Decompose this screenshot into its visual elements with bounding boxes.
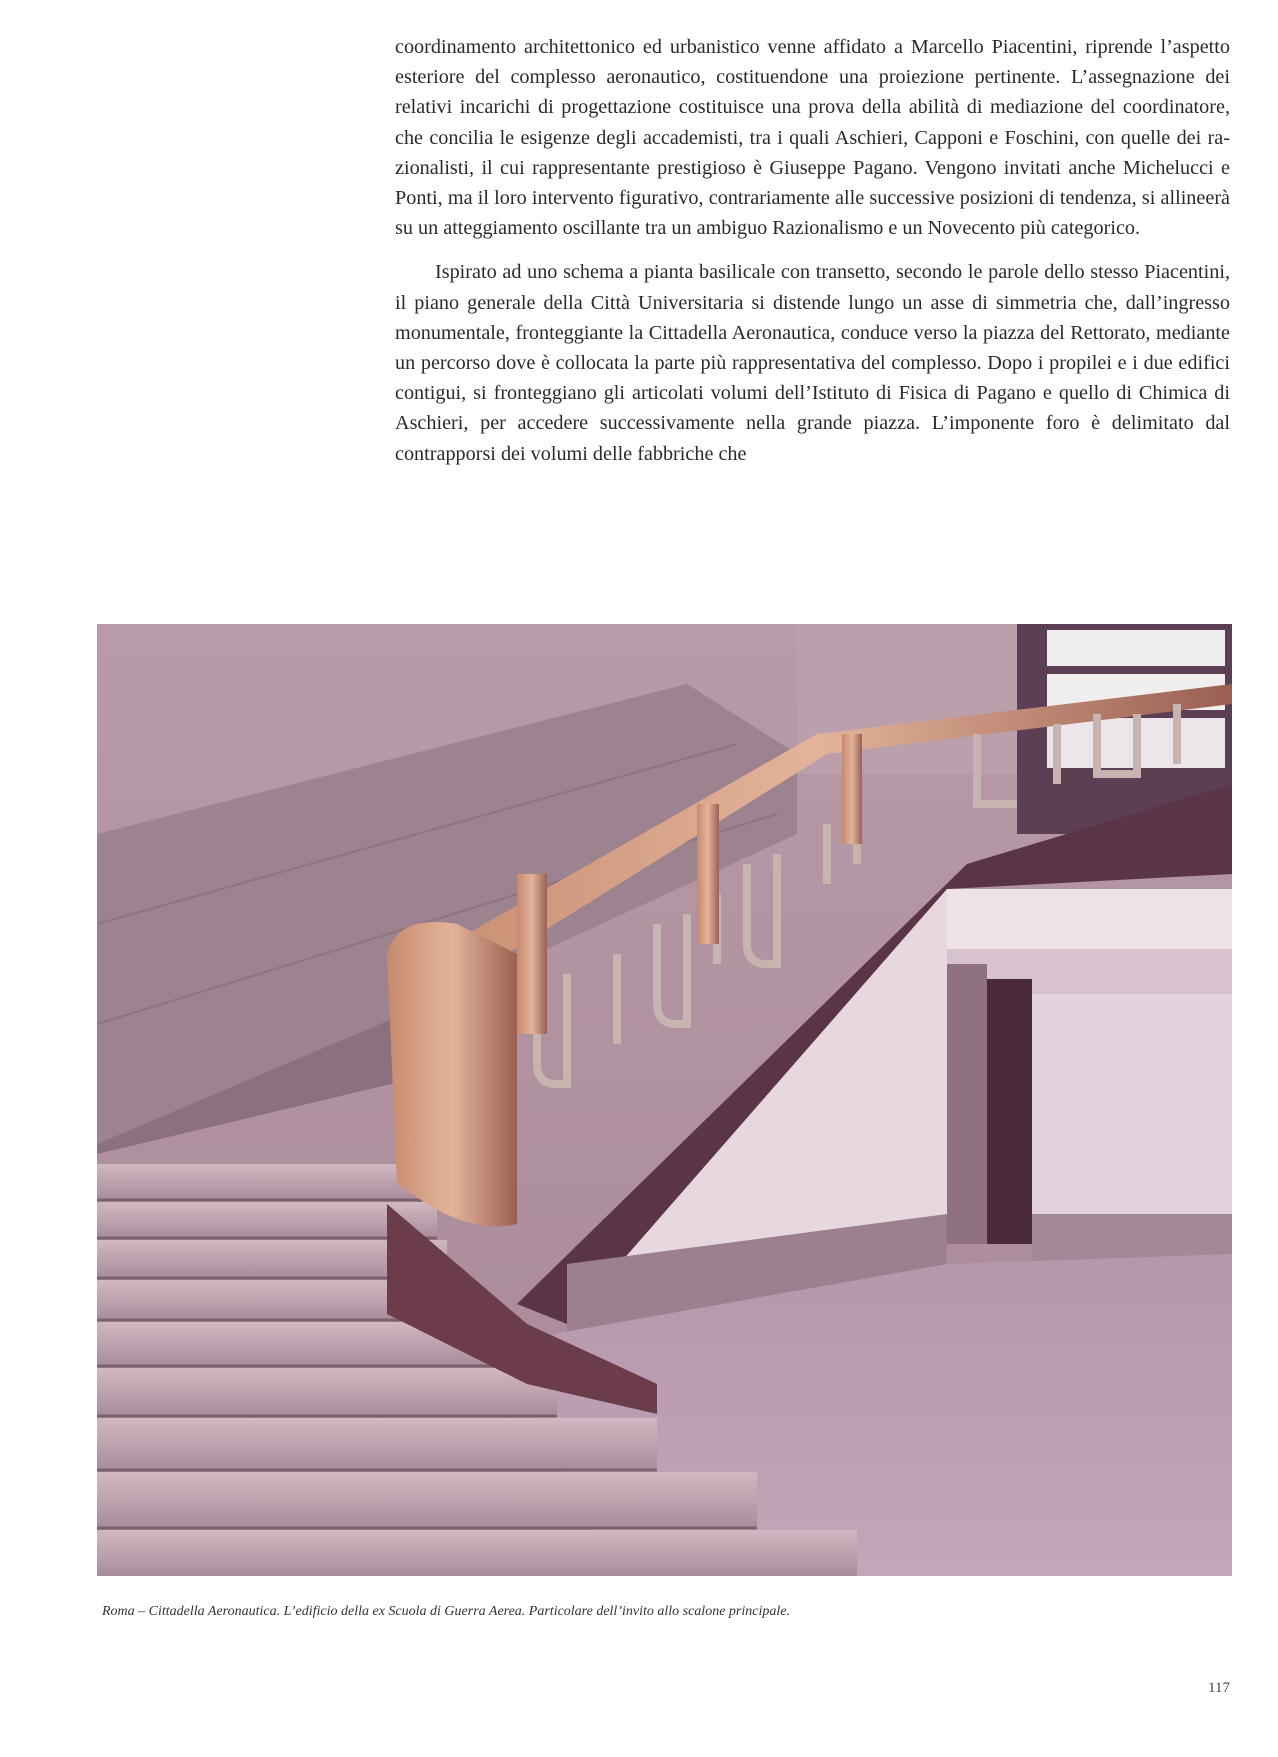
paragraph: coordinamento architettonico ed urbanistico venne affidato a Marcello Piacentini, riprende l’aspetto esteriore del complesso aeronautico, costituendone una proiezione pertinente. L’assegnazione dei relativi incarichi di progettazione costituisce una prova della abilità di mediazione del coordinatore, che concilia le esigenze degli accademisti, tra i quali Aschieri, Capponi e Foschini, con quelle dei razionalisti, il cui rappresentante prestigioso è Giuseppe Pagano. Vengono invitati anche Michelucci e Ponti, ma il loro intervento figurativo, contrariamente alle successive posizioni di tendenza, si allineerà su un atteggiamento oscillante tra un ambiguo Razionalismo e un Novecento più categorico. — [395, 36, 1230, 240]
figure-caption: Roma – Cittadella Aeronautica. L’edificio della ex Scuola di Guerra Aerea. Particolare dell’invito allo scalone principale. — [102, 1604, 790, 1619]
staircase-photo — [97, 624, 1232, 1576]
body-text — [395, 32, 1230, 469]
page-number: 117 — [1208, 1680, 1230, 1696]
paragraph: Ispirato ad uno schema a pianta basilicale con transetto, secondo le parole dello stesso Piacentini, il piano generale della Città Universitaria si distende lungo un asse di simmetria che, dall’ingresso monumentale, fronteggiante la Cittadella Aeronautica, conduce verso la piazza del Rettorato, mediante un percorso dove è collocata la parte più rappresentativa del complesso. Dopo i propilei e i due edifici contigui, si fronteggiano gli articolati volumi dell’Istituto di Fisica di Pagano e quello di Chimica di Aschieri, per accedere successivamente nella grande piazza. L’imponente foro è delimitato dal contrapporsi dei volumi delle fabbriche che — [395, 261, 1230, 465]
